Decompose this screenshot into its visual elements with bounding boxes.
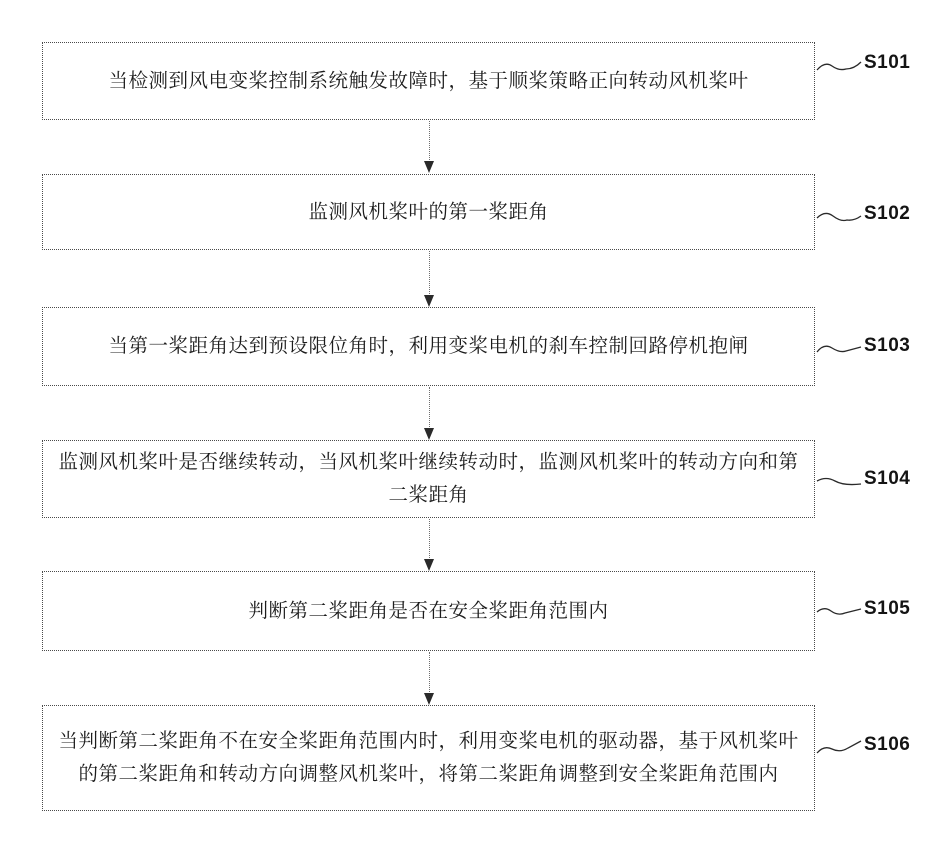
flow-step-box-s103 [42,307,815,386]
step-label-s101 [816,50,910,76]
step-id-text: S101 [864,52,911,73]
flow-arrow-down-1 [423,121,436,173]
arrow-shaft [429,652,430,696]
flow-step-text-s103: 当第一桨距角达到预设限位角时，利用变桨电机的刹车控制回路停机抱闸 [108,336,749,357]
arrow-head-icon [424,693,434,705]
step-id-text: S103 [864,335,911,356]
flow-step-box-s104 [42,440,815,518]
flow-step-text-s106: 当判断第二桨距角不在安全桨距角范围内时，利用变桨电机的驱动器，基于风机桨叶的第二桨距角和转动方向调整风机桨叶，将第二桨距角调整到安全桨距角范围内 [58,731,799,785]
squiggle-connector-icon [816,206,862,228]
step-id-text: S106 [864,734,911,755]
flow-arrow-down-2 [423,251,436,307]
flow-step-box-s106 [42,705,815,811]
step-label-s103 [816,333,910,359]
step-id-text: S104 [864,468,911,489]
flow-step-text-s104: 监测风机桨叶是否继续转动，当风机桨叶继续转动时，监测风机桨叶的转动方向和第二桨距角 [58,452,799,506]
step-id-text: S105 [864,598,911,619]
arrow-shaft [429,519,430,562]
squiggle-connector-icon [816,601,862,623]
step-label-s106 [816,732,910,758]
step-id-text: S102 [864,203,911,224]
flow-step-text-s105: 判断第二桨距角是否在安全桨距角范围内 [248,600,609,622]
flow-step-box-s102 [42,174,815,250]
squiggle-connector-icon [816,471,862,493]
flow-step-box-s101 [42,42,815,120]
arrow-shaft [429,251,430,298]
arrow-shaft [429,387,430,431]
step-label-s102 [816,201,910,227]
flow-arrow-down-4 [423,519,436,571]
flow-step-text-s102: 监测风机桨叶的第一桨距角 [308,201,549,223]
arrow-head-icon [424,428,434,440]
flow-arrow-down-5 [423,652,436,705]
arrow-head-icon [424,161,434,173]
flow-step-box-s105 [42,571,815,651]
arrow-shaft [429,121,430,164]
squiggle-connector-icon [816,737,862,759]
step-label-s104 [816,466,910,492]
squiggle-connector-icon [816,55,862,77]
flow-arrow-down-3 [423,387,436,440]
step-label-s105 [816,596,910,622]
squiggle-connector-icon [816,338,862,360]
flow-step-text-s101: 当检测到风电变桨控制系统触发故障时，基于顺桨策略正向转动风机桨叶 [108,70,749,92]
arrow-head-icon [424,295,434,307]
arrow-head-icon [424,559,434,571]
